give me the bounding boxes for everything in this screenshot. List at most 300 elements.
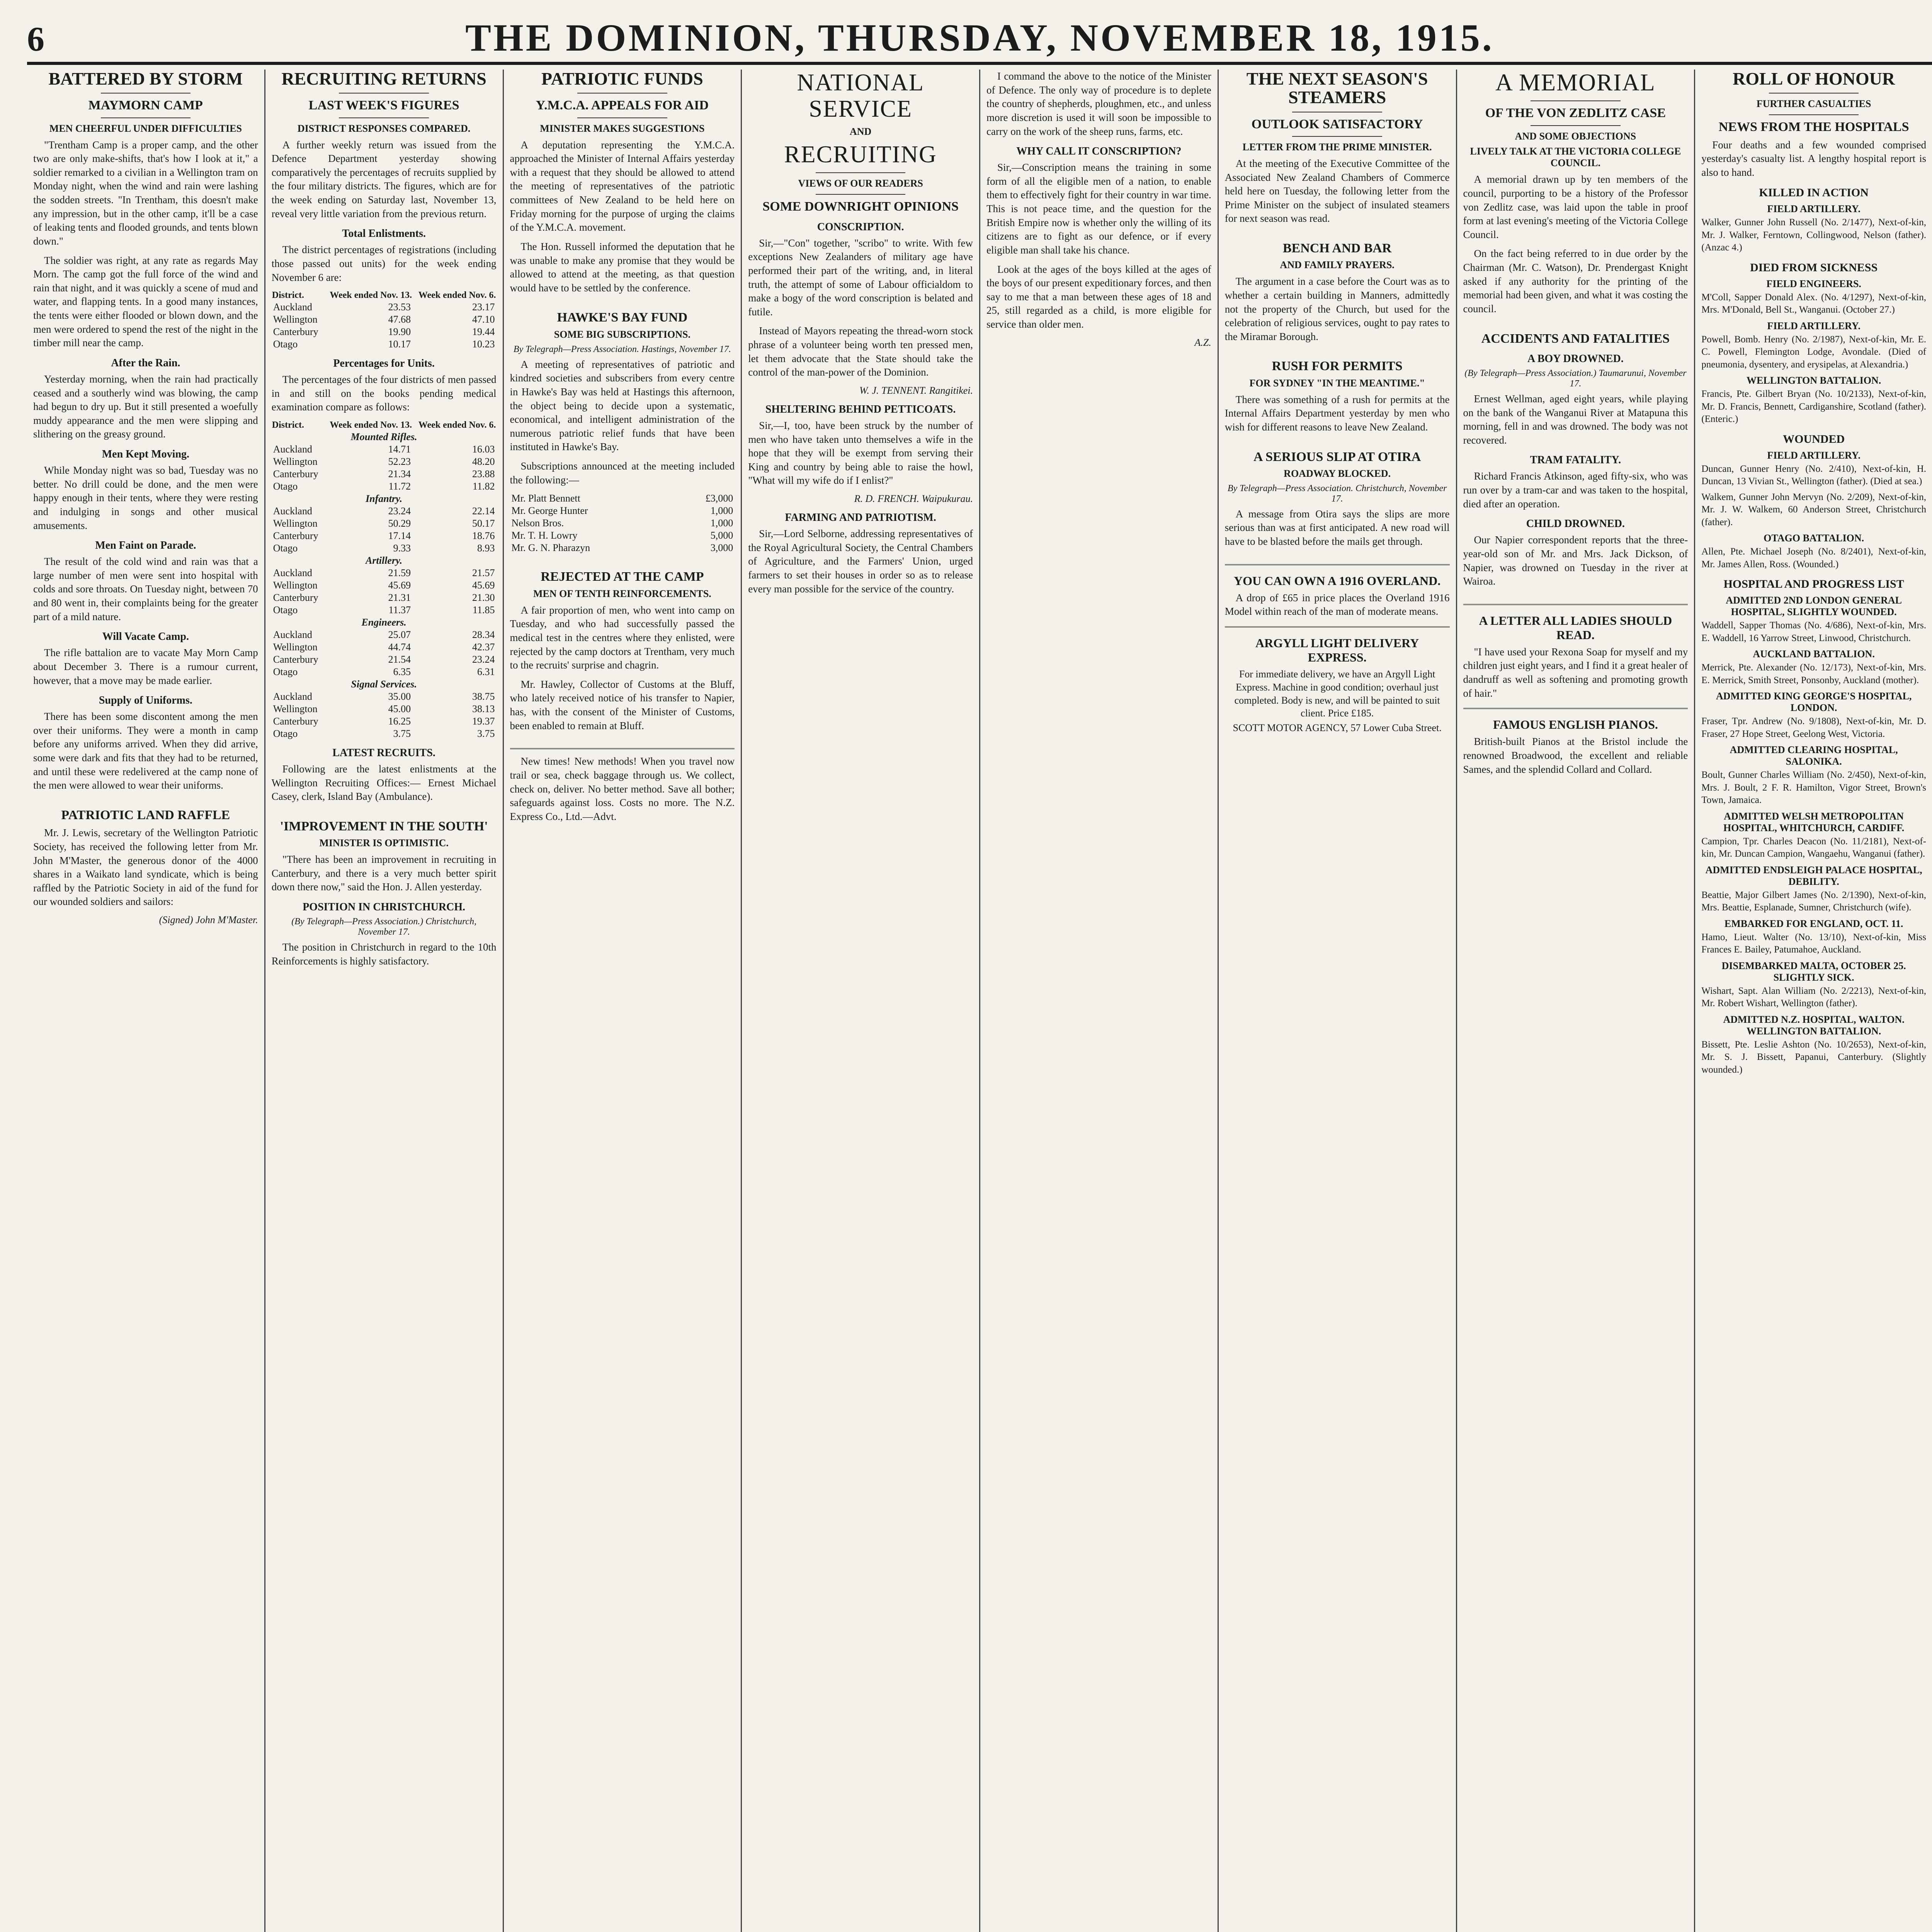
table-cell: 45.69 [472, 580, 495, 591]
table-cell: Nelson Bros. [511, 517, 564, 529]
paragraph: The rifle battalion are to vacate May Morn Camp about December 3. There is a rumour current, however, that a move may be made earlier. [33, 647, 258, 686]
table-row [510, 529, 735, 542]
story-improvement-in-south [272, 819, 497, 968]
table-cell: Otago [273, 728, 298, 740]
table-cell: Mr. George Hunter [511, 505, 588, 517]
table-cell: 23.24 [472, 654, 495, 665]
table-cell: Canterbury [273, 716, 318, 727]
ad-text: For immediate delivery, we have an Argyll Light Express. Machine in good condition; overhaul just completed. Body is new, and will be painted to suit client. Price £185. [1234, 668, 1440, 719]
casualty-entry: Francis, Pte. Gilbert Bryan (No. 10/2133), Next-of-kin, Mr. D. Francis, Bennett, Cardiganshire, Scotland (father). (Enteric.) [1701, 389, 1926, 425]
table-cell: 19.44 [472, 326, 495, 338]
paragraph: Sir,—"Con" together, "scribo" to write. With few exceptions New Zealanders of military age have performed their part of the writing, and, in literal truth, the attempt of some of Labour officialdom to make a bogy of the word conscription is belated and futile. [748, 237, 973, 318]
table-cell: Otago [273, 338, 298, 350]
signature: W. J. TENNENT. Rangitikei. [859, 384, 973, 396]
column-header: District. [272, 290, 304, 301]
paragraph: Sir,—I, too, have been struck by the number of men who have taken unto themselves a wife in the hope that they will be exempt from serving their King and country by being able to raise the howl, "What will my wife do if I enlist?" [748, 419, 973, 486]
story-slip-at-otira [1225, 450, 1450, 549]
table-cell: Auckland [273, 444, 312, 455]
headline: 'IMPROVEMENT IN THE SOUTH' [280, 819, 488, 833]
divider [101, 117, 191, 118]
table-cell: 47.68 [388, 314, 411, 325]
paragraph: Instead of Mayors repeating the thread-worn stock phrase of a volunteer being worth ten pressed men, let them advocate that the State should take the control of the man-power of the Dominion. [748, 325, 973, 378]
paragraph: Sir,—Lord Selborne, addressing representatives of the Royal Agricultural Society, the Central Chambers of Agriculture, and the Farmers' Union, urged farmers to set their houses in order so as to release every man possible for the service of the country. [748, 528, 973, 595]
table-cell: 23.24 [388, 505, 411, 517]
roll-unit: AUCKLAND BATTALION. [1753, 648, 1875, 660]
roll-section-title: KILLED IN ACTION [1759, 186, 1869, 199]
table-row [272, 666, 497, 678]
divider [101, 93, 191, 94]
story-memorial [1463, 70, 1688, 316]
subheadline: AND SOME OBJECTIONS [1515, 130, 1636, 142]
roll-unit: FIELD ARTILLERY. [1767, 320, 1861, 332]
table-cell: 21.31 [388, 592, 411, 604]
casualty-entry: Allen, Pte. Michael Joseph (No. 8/2401), Next-of-kin, Mr. James Allen, Ross. (Wounded.) [1701, 546, 1926, 570]
table-cell: Wellington [273, 518, 318, 529]
casualty-entry: M'Coll, Sapper Donald Alex. (No. 4/1297), Next-of-kin, Mrs. M'Donald, Bell St., Wanganui. (October 27.) [1701, 292, 1926, 315]
ad-title: FAMOUS ENGLISH PIANOS. [1493, 718, 1658, 732]
table-cell: Auckland [273, 505, 312, 517]
table-cell: 50.17 [472, 518, 495, 529]
paragraph: Following are the latest enlistments at the Wellington Recruiting Offices:— Ernest Michael Casey, clerk, Island Bay (Ambulance). [271, 763, 497, 803]
headline: ROLL OF HONOUR [1733, 70, 1895, 88]
headline: THE NEXT SEASON'S STEAMERS [1246, 70, 1428, 107]
table-row [510, 542, 735, 554]
subheadline: DISTRICT RESPONSES COMPARED. [297, 122, 471, 134]
roll-unit: FIELD ARTILLERY. [1767, 449, 1861, 461]
story-rush-for-permits [1225, 359, 1450, 434]
unit-table-body [272, 431, 497, 740]
section-heading: Percentages for Units. [333, 357, 435, 370]
section-heading: Men Kept Moving. [102, 448, 190, 461]
table-row [272, 542, 497, 554]
page-number: 6 [27, 20, 44, 58]
table-cell: 48.20 [472, 456, 495, 468]
divider [1292, 136, 1382, 137]
table-cell: 11.72 [388, 481, 411, 492]
section-heading: CONSCRIPTION. [817, 221, 904, 233]
paragraph: Our Napier correspondent reports that the three-year-old son of Mr. and Mrs. Jack Dickson, of Napier, was drowned on Tuesday in the river at Wairoa. [1463, 534, 1688, 587]
roll-unit: DISEMBARKED MALTA, OCTOBER 25. SLIGHTLY SICK. [1721, 960, 1906, 983]
subheadline: AND FAMILY PRAYERS. [1280, 259, 1395, 271]
subheadline: FURTHER CASUALTIES [1756, 98, 1871, 110]
column-1 [27, 70, 265, 1932]
section-heading: Will Vacate Camp. [102, 631, 189, 643]
table-cell: 10.17 [388, 338, 411, 350]
dateline: (By Telegraph—Press Association.) Christchurch, November 17. [291, 917, 477, 937]
roll-unit: ADMITTED KING GEORGE'S HOSPITAL, LONDON. [1716, 690, 1912, 714]
column-3 [504, 70, 742, 1932]
paragraph: The result of the cold wind and rain was that a large number of men were sent into hospital with colds and sore throats. On Tuesday night, between 70 and 80 went in, their complaints being for the greater part of a mild nature. [33, 556, 258, 622]
table-row [510, 505, 735, 517]
section-heading: SHELTERING BEHIND PETTICOATS. [765, 403, 956, 415]
headline: BENCH AND BAR [1282, 241, 1392, 255]
table-cell: 19.37 [472, 716, 495, 727]
subheadline: SOME DOWNRIGHT OPINIONS [762, 199, 959, 214]
ad-title: A LETTER ALL LADIES SHOULD READ. [1479, 613, 1672, 642]
table-cell: 23.53 [388, 301, 411, 313]
column-header: Week ended Nov. 6. [418, 290, 496, 301]
paragraph: Mr. J. Lewis, secretary of the Wellington Patriotic Society, has received the following letter from Mr. John M'Master, the generous donor of the 4000 shares in a Waikato land syndicate, which is being raffled by the Patriotic Society in aid of the fund for our wounded soldiers and sailors: [33, 827, 258, 908]
table-cell: Wellington [273, 314, 318, 325]
enlistment-table [272, 290, 497, 350]
section-heading: Total Enlistments. [342, 228, 426, 240]
story-letters-continued [986, 70, 1211, 349]
table-row [272, 728, 497, 740]
paragraph: Subscriptions announced at the meeting included the following:— [510, 460, 735, 486]
table-row [510, 492, 735, 505]
roll-section-title: DIED FROM SICKNESS [1750, 261, 1878, 274]
table-cell: 6.35 [393, 666, 411, 678]
table-cell: Canterbury [273, 468, 318, 480]
table-cell: 45.69 [388, 580, 411, 591]
table-cell: 9.33 [393, 543, 411, 554]
advertisement-overland [1225, 564, 1450, 619]
table-row [272, 313, 497, 326]
section-heading: WHY CALL IT CONSCRIPTION? [1016, 145, 1182, 158]
paragraph: The district percentages of registrations (including those passed out units) for the week ending November 6 are: [271, 244, 497, 283]
table-cell: 3.75 [477, 728, 495, 740]
roll-unit: ADMITTED 2ND LONDON GENERAL HOSPITAL, SLIGHTLY WOUNDED. [1726, 595, 1902, 618]
advertisement-pianos [1463, 708, 1688, 776]
paragraph: The argument in a case before the Court was as to whether a certain building in Manners, admittedly not the property of the Church, but used for the celebration of religious services, ought to pay rates to the Miramar Borough. [1225, 276, 1450, 342]
table-row [272, 653, 497, 666]
story-accidents [1463, 332, 1688, 588]
table-cell: Auckland [273, 629, 312, 641]
table-row [272, 690, 497, 703]
roll-unit: FIELD ARTILLERY. [1767, 203, 1861, 215]
table-cell: 45.00 [388, 703, 411, 715]
paragraph: A fair proportion of men, who went into camp on Tuesday, and who had successfully passed the medical test in the centres where they enlisted, were rejected by the camp doctors at Trentham, very much to the recruits' surprise and chagrin. [510, 604, 735, 671]
roll-unit: WELLINGTON BATTALION. [1747, 375, 1881, 386]
table-cell: Mr. G. N. Pharazyn [511, 542, 590, 554]
paragraph: "There has been an improvement in recruiting in Canterbury, and there is a very much better spirit down there now," said the Hon. J. Allen yesterday. [271, 854, 497, 893]
table-row [272, 326, 497, 338]
headline: HAWKE'S BAY FUND [557, 310, 688, 325]
table-row [272, 604, 497, 616]
table-row [272, 641, 497, 653]
subheadline: MINISTER IS OPTIMISTIC. [319, 837, 449, 849]
story-patriotic-land-raffle [33, 808, 258, 926]
subheadline: MAYMORN CAMP [88, 98, 203, 113]
table-row [272, 703, 497, 715]
casualty-entry: Campion, Tpr. Charles Deacon (No. 11/2181), Next-of-kin, Mr. Duncan Campion, Wangaehu, Wanganui (father). [1701, 836, 1926, 859]
subheadline: OUTLOOK SATISFACTORY [1251, 117, 1423, 131]
table-cell: 17.14 [388, 530, 411, 542]
paragraph: At the meeting of the Executive Committee of the Associated New Zealand Chambers of Commerce held here on Tuesday, the following letter from the Prime Minister on the subject of insulated steamers for next season was read. [1225, 157, 1450, 224]
table-cell: Canterbury [273, 592, 318, 604]
subheadline: LIVELY TALK AT THE VICTORIA COLLEGE COUNCIL. [1470, 146, 1681, 169]
table-cell: 50.29 [388, 518, 411, 529]
headline: A MEMORIAL [1495, 70, 1656, 96]
table-cell: 1,000 [710, 505, 733, 517]
table-group-row [272, 616, 497, 629]
subheadline: LETTER FROM THE PRIME MINISTER. [1242, 141, 1432, 153]
ad-text: British-built Pianos at the Bristol include the renowned Broadwood, the excellent and reliable Sames, and the splendid Collard and Collard. [1463, 736, 1688, 775]
ad-text: New times! New methods! When you travel now trail or sea, check baggage through us. We collect, check on, deliver. No better method. Save all bother; safeguards against loss. Costs no more. The N.Z. Express Co., Ltd.—Advt. [510, 755, 735, 822]
paragraph: Look at the ages of the boys killed at the ages of the boys of our present expeditionary forces, and then say to me that a man between these ages of 18 and 25, still regarded as a child, is more eligible for service than older men. [986, 263, 1211, 330]
paragraph: The soldier was right, at any rate as regards May Morn. The camp got the full force of the wind and rain that night, and it was quickly a scene of mud and water, and flapping tents. In a good many instances, the tents were either flooded or blown down, and the men were ordered to spend the rest of the night in the timber mill near the camp. [33, 254, 258, 349]
headline: RECRUITING [784, 141, 937, 168]
paragraph: A memorial drawn up by ten members of the council, purporting to be a history of the Professor von Zedlitz case, was laid upon the table in proof form at last evening's meeting of the Victoria College Council. [1463, 173, 1688, 240]
paragraph: Richard Francis Atkinson, aged fifty-six, who was run over by a tram-car and was taken to the hospital, died after an operation. [1463, 470, 1688, 510]
ad-title: ARGYLL LIGHT DELIVERY EXPRESS. [1255, 636, 1419, 664]
casualty-entry: Merrick, Pte. Alexander (No. 12/173), Next-of-kin, Mrs. E. Merrick, Smith Street, Ponsonby, Auckland (mother). [1701, 662, 1926, 685]
headline: REJECTED AT THE CAMP [541, 570, 704, 584]
unit-label: Mounted Rifles. [350, 431, 417, 443]
table-row [272, 530, 497, 542]
signature: A.Z. [1194, 337, 1211, 348]
table-cell: Auckland [273, 567, 312, 579]
section-heading: CHILD DROWNED. [1526, 518, 1625, 530]
table-cell: 6.31 [477, 666, 495, 678]
ad-text: "I have used your Rexona Soap for myself and my children just eight years, and I find it a great healer of dandruff as well as softening and promoting growth of hair." [1463, 646, 1688, 699]
ad-signature: SCOTT MOTOR AGENCY, 57 Lower Cuba Street. [1233, 722, 1442, 734]
paragraph: A meeting of representatives of patriotic and kindred societies and subscribers from every centre in Hawke's Bay was held at Hastings this afternoon, the object being to decide upon a systematic, economical, and intelligent administration of the numerous patriotic relief funds that have been instituted in Hawke's Bay. [510, 358, 735, 453]
headline: A SERIOUS SLIP AT OTIRA [1253, 449, 1421, 464]
table-row [272, 715, 497, 728]
paragraph: There has been some discontent among the men over their uniforms. They were a month in camp before any uniforms arrived. When they did arrive, some were dark and fits that they had to be returned, and until these were redelivered at the camp none of the men were allowed to wear their uniforms. [33, 711, 258, 791]
paragraph: While Monday night was so bad, Tuesday was no better. No drill could be done, and the men were happy enough in their tents, where they were resting and indulging in songs and other musical amusements. [33, 464, 258, 531]
paragraph: There was something of a rush for permits at the Internal Affairs Department yesterday by men who wish for different reasons to leave New Zealand. [1225, 393, 1450, 433]
paragraph: Ernest Wellman, aged eight years, while playing on the bank of the Wanganui River at Matapuna this morning, fell in and was drowned. The body was not recovered. [1463, 393, 1688, 446]
story-patriotic-funds [510, 70, 735, 295]
roll-sections [1701, 186, 1926, 1076]
roll-unit: OTAGO BATTALION. [1764, 532, 1864, 544]
column-4 [742, 70, 980, 1932]
table-cell: 47.10 [472, 314, 495, 325]
table-cell: 16.25 [388, 716, 411, 727]
table-cell: 8.93 [477, 543, 495, 554]
table-cell: 21.57 [472, 567, 495, 579]
table-row [272, 480, 497, 493]
table-cell: 38.13 [472, 703, 495, 715]
table-cell: 3,000 [710, 542, 733, 554]
table-cell: 52.23 [388, 456, 411, 468]
subheadline: OF THE VON ZEDLITZ CASE [1485, 106, 1666, 121]
unit-label: Signal Services. [351, 679, 417, 690]
divider [816, 194, 906, 195]
table-cell: 23.88 [472, 468, 495, 480]
table-header-row [272, 420, 497, 431]
divider [1531, 100, 1621, 101]
table-row [510, 517, 735, 529]
table-cell: 28.34 [472, 629, 495, 641]
section-heading: Supply of Uniforms. [99, 694, 192, 707]
paragraph: The percentages of the four districts of men passed in and still on the books pending medical examination compare as follows: [271, 374, 497, 413]
subheadline: VIEWS OF OUR READERS [798, 178, 923, 189]
section-heading: After the Rain. [111, 357, 180, 369]
dateline: By Telegraph—Press Association. Christchurch, November 17. [1227, 483, 1447, 504]
subheadline: ROADWAY BLOCKED. [1284, 468, 1391, 479]
story-next-season-steamers [1225, 70, 1450, 226]
table-cell: 22.14 [472, 505, 495, 517]
subheadline: NEWS FROM THE HOSPITALS [1718, 120, 1909, 134]
subheadline: MINISTER MAKES SUGGESTIONS [540, 122, 705, 134]
table-row [272, 629, 497, 641]
divider [1769, 93, 1859, 94]
section-heading: TRAM FATALITY. [1530, 454, 1621, 466]
section-heading: FARMING AND PATRIOTISM. [785, 512, 936, 524]
divider [339, 93, 429, 94]
roll-unit: FIELD ENGINEERS. [1766, 278, 1861, 289]
story-rejected-at-camp [510, 570, 735, 733]
table-cell: 21.54 [388, 654, 411, 665]
table-cell: 21.59 [388, 567, 411, 579]
divider [339, 117, 429, 118]
table-cell: 35.00 [388, 691, 411, 702]
roll-section-title: HOSPITAL AND PROGRESS LIST [1723, 578, 1904, 591]
table-cell: 3.75 [393, 728, 411, 740]
paragraph: Mr. Hawley, Collector of Customs at the Bluff, who lately received notice of his transfer to Napier, has, with the consent of the Minister of Customs, been enabled to remain at Bluff. [510, 678, 735, 731]
table-cell: Canterbury [273, 654, 318, 665]
section-heading: LATEST RECRUITS. [332, 747, 435, 759]
headline-conjunction: AND [849, 126, 872, 138]
unit-label: Infantry. [366, 493, 403, 505]
subheadline: FOR SYDNEY "IN THE MEANTIME." [1249, 377, 1425, 389]
ad-title: YOU CAN OWN A 1916 OVERLAND. [1234, 573, 1441, 588]
table-cell: 5,000 [710, 530, 733, 541]
advertisement [510, 748, 735, 823]
table-row [272, 567, 497, 579]
table-cell: Wellington [273, 703, 318, 715]
masthead [27, 15, 1932, 65]
headline: RUSH FOR PERMITS [1272, 359, 1403, 374]
subscription-table [510, 492, 735, 554]
casualty-entry: Wishart, Sapt. Alan William (No. 2/2213), Next-of-kin, Mr. Robert Wishart, Wellington (father). [1701, 985, 1926, 1009]
table-cell: 25.07 [388, 629, 411, 641]
story-bench-and-bar [1225, 241, 1450, 344]
headline: ACCIDENTS AND FATALITIES [1481, 331, 1670, 346]
signature: R. D. FRENCH. Waipukurau. [854, 493, 973, 505]
casualty-entry: Bissett, Pte. Leslie Ashton (No. 10/2653), Next-of-kin, Mr. S. J. Bissett, Papanui, Canterbury. (Slightly wounded.) [1701, 1039, 1926, 1075]
divider [577, 93, 667, 94]
ad-text: A drop of £65 in price places the Overland 1916 Model within reach of the man of moderate means. [1225, 592, 1450, 617]
table-cell: 14.71 [388, 444, 411, 455]
paragraph: Four deaths and a few wounded comprised yesterday's casualty list. A lengthy hospital report is also to hand. [1701, 139, 1926, 178]
table-cell: Auckland [273, 691, 312, 702]
table-cell: 42.37 [472, 641, 495, 653]
story-hawkes-bay-fund [510, 310, 735, 554]
table-cell: Wellington [273, 580, 318, 591]
column-2 [265, 70, 504, 1932]
table-row [272, 468, 497, 480]
table-cell: 21.30 [472, 592, 495, 604]
table-cell: Canterbury [273, 326, 318, 338]
headline: RECRUITING RETURNS [281, 70, 486, 88]
advertisement-rexona [1463, 604, 1688, 701]
dateline: By Telegraph—Press Association. Hastings, November 17. [513, 344, 731, 354]
casualty-entry: Powell, Bomb. Henry (No. 2/1987), Next-of-kin, Mr. E. C. Powell, Flemington Lodge, Avondale. (Died of pneumonia, dysentery, and erysipelas, at Alexandria.) [1701, 334, 1926, 370]
table-row [272, 505, 497, 517]
table-cell: 1,000 [710, 517, 733, 529]
headline: BATTERED BY STORM [48, 70, 243, 88]
column-8 [1695, 70, 1932, 1932]
paragraph: A message from Otira says the slips are more serious than was at first anticipated. A new road will have to be blasted before the mails get through. [1225, 508, 1450, 548]
paragraph: The position in Christchurch in regard to the 10th Reinforcements is highly satisfactory. [271, 941, 497, 967]
table-row [272, 301, 497, 313]
column-6 [1219, 70, 1457, 1932]
table-cell: 11.82 [472, 481, 495, 492]
table-cell: Otago [273, 481, 298, 492]
section-heading: A BOY DROWNED. [1527, 352, 1624, 365]
column-5 [980, 70, 1219, 1932]
casualty-entry: Walkem, Gunner John Mervyn (No. 2/209), Next-of-kin, Mr. J. W. Walkem, 60 Anderson Street, Christchurch (father). [1701, 492, 1926, 527]
paragraph: "Trentham Camp is a proper camp, and the other two are only make-shifts, that's how I look at it," a soldier remarked to a civilian in a Wellington tram on Monday night, when the wind and rain were lashing the sodden streets. "In Trentham, this doesn't make any impression, but in the other camp, it'll be a case of leaking tents and flooded grounds, and tents blown down." [33, 139, 258, 247]
subheadline: LAST WEEK'S FIGURES [308, 98, 459, 113]
roll-unit: ADMITTED N.Z. HOSPITAL, WALTON. WELLINGTON BATTALION. [1723, 1014, 1905, 1037]
paragraph: A further weekly return was issued from the Defence Department yesterday showing comparatively the percentages of recruits supplied by the four military districts. The figures, which are for the week ending on Saturday last, November 13, reveal very little variation from the previous return. [271, 139, 497, 219]
section-heading: Men Faint on Parade. [95, 539, 196, 552]
table-cell: 19.90 [388, 326, 411, 338]
story-roll-of-honour [1701, 70, 1926, 1076]
casualty-entry: Hamo, Lieut. Walter (No. 13/10), Next-of-kin, Miss Frances E. Bailey, Patumahoe, Auckland. [1701, 932, 1926, 955]
casualty-entry: Boult, Gunner Charles William (No. 2/450), Next-of-kin, Mrs. J. Boult, 2 F. R. Hamilton, Vigor Street, Brown's Town, Jamaica. [1701, 770, 1926, 806]
paragraph: Yesterday morning, when the rain had practically ceased and a southerly wind was blowing, the camp had begun to dry up. But it still presented a woefully muddy appearance and the men were slipping and slithering on the greasy ground. [33, 373, 258, 440]
paragraph: The Hon. Russell informed the deputation that he was unable to make any promise that they would be allowed to attend at the meeting, as that question would have to be settled by the conference. [510, 240, 735, 294]
roll-unit: EMBARKED FOR ENGLAND, OCT. 11. [1724, 918, 1903, 929]
unit-label: Engineers. [361, 617, 406, 628]
table-cell: 38.75 [472, 691, 495, 702]
roll-unit: ADMITTED WELSH METROPOLITAN HOSPITAL, WHITCHURCH, CARDIFF. [1723, 810, 1905, 833]
paragraph: A deputation representing the Y.M.C.A. approached the Minister of Internal Affairs yesterday with a request that they should be allowed to attend the meeting of representatives of the patriotic committees of New Zealand to be held here on Friday morning for the purpose of urging the claims of the Y.M.C.A. movement. [510, 139, 735, 233]
table-cell: £3,000 [705, 493, 733, 504]
paragraph: On the fact being referred to in due order by the Chairman (Mr. C. Watson), Dr. Prendergast Knight asked if any authority for the printing of the memorial had been given, and what it was costing the council. [1463, 248, 1688, 315]
table-cell: Mr. Platt Bennett [511, 493, 580, 504]
table-row [272, 592, 497, 604]
table-cell: 44.74 [388, 641, 411, 653]
casualty-entry: Duncan, Gunner Henry (No. 2/410), Next-of-kin, H. Duncan, 13 Vivian St., Wellington (father). (Died at sea.) [1701, 463, 1926, 487]
section-heading: POSITION IN CHRISTCHURCH. [303, 901, 466, 913]
divider [1531, 125, 1621, 126]
columns [27, 70, 1932, 1932]
signature: (Signed) John M'Master. [159, 914, 258, 926]
column-header: Week ended Nov. 13. [330, 290, 412, 301]
column-header: Week ended Nov. 13. [330, 420, 412, 430]
headline: NATIONAL SERVICE [797, 70, 924, 122]
casualty-entry: Walker, Gunner John Russell (No. 2/1477), Next-of-kin, Mr. J. Walker, Ferntown, Collingwood, Nelson (father). (Anzac 4.) [1701, 217, 1926, 253]
story-recruiting-returns [272, 70, 497, 804]
casualty-entry: Fraser, Tpr. Andrew (No. 9/1808), Next-of-kin, Mr. D. Fraser, 27 Hope Street, Geelong West, Victoria. [1701, 716, 1926, 739]
subheadline: Y.M.C.A. APPEALS FOR AID [536, 98, 709, 113]
roll-unit: ADMITTED ENDSLEIGH PALACE HOSPITAL, DEBILITY. [1705, 864, 1922, 887]
casualty-entry: Beattie, Major Gilbert James (No. 2/1390), Next-of-kin, Mrs. Beattie, Esplanade, Sumner, Christchurch (wife). [1701, 889, 1926, 913]
table-cell: Mr. T. H. Lowry [511, 530, 578, 541]
headline: PATRIOTIC LAND RAFFLE [61, 808, 230, 822]
table-row [272, 443, 497, 456]
table-cell: Canterbury [273, 530, 318, 542]
subheadline: SOME BIG SUBSCRIPTIONS. [554, 328, 690, 340]
table-header-row [272, 290, 497, 301]
column-7 [1457, 70, 1696, 1932]
story-battered-by-storm [33, 70, 258, 793]
column-header: District. [272, 420, 304, 430]
subheadline: MEN CHEERFUL UNDER DIFFICULTIES [49, 122, 242, 134]
unit-percentage-table [272, 420, 497, 740]
headline: PATRIOTIC FUNDS [541, 70, 703, 88]
divider [577, 117, 667, 118]
unit-label: Artillery. [366, 555, 403, 566]
paragraph: Sir,—Conscription means the training in some form of all the eligible men of a nation, to enable them to effectively fight for their country in war time. This is not peace time, and the question for the British Empire now is whether only the willing of its citizens are to fight as our defence, or if every eligible man shall take his chance. [986, 162, 1211, 256]
divider [1769, 114, 1859, 115]
table-cell: 18.76 [472, 530, 495, 542]
paragraph: I command the above to the notice of the Minister of Defence. The only way of procedure is to deplete the country of shepherds, ploughmen, etc., and unless more discretion is used it will soon be impossible to carry on the work of the sheep runs, farms, etc. [986, 70, 1211, 137]
table-cell: 11.37 [388, 604, 411, 616]
table-row [272, 456, 497, 468]
divider [816, 172, 906, 173]
table-group-row [272, 678, 497, 690]
table-cell: Wellington [273, 456, 318, 468]
dateline: (By Telegraph—Press Association.) Taumarunui, November 17. [1464, 368, 1687, 389]
